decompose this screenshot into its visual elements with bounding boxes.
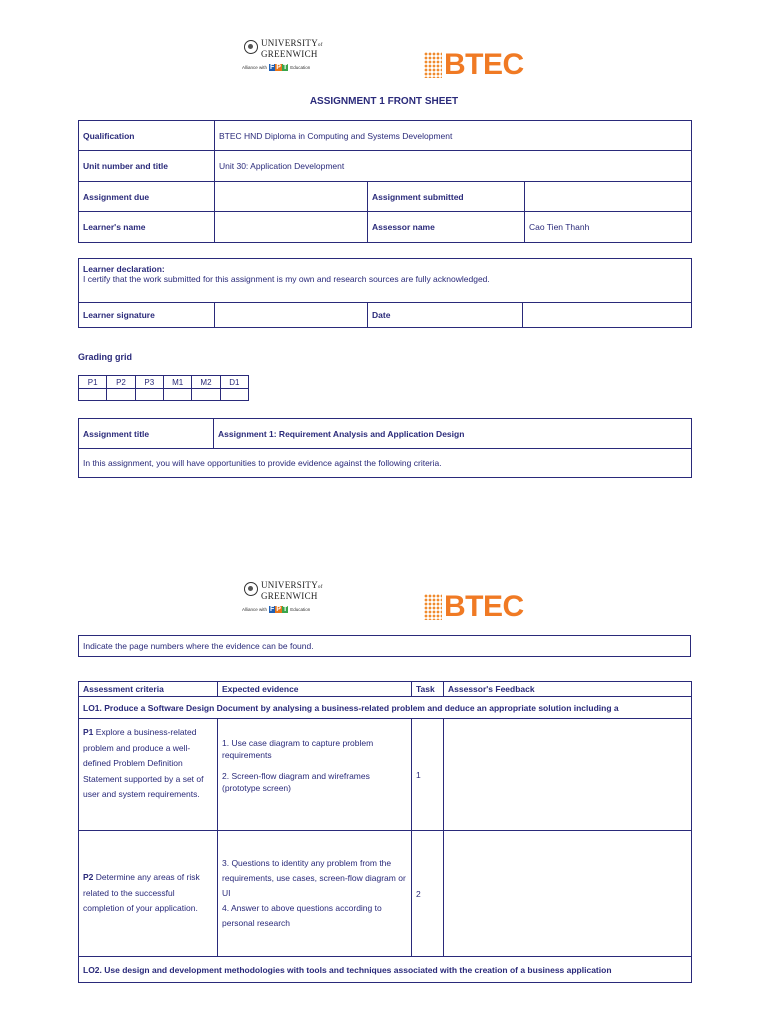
p1-evidence [218, 719, 412, 831]
learner-name-value[interactable] [215, 212, 368, 243]
fpt-p: P [276, 606, 281, 613]
fpt-f: F [270, 606, 275, 613]
page-title: ASSIGNMENT 1 FRONT SHEET [309, 96, 459, 107]
assessor-value: Cao Tien Thanh [525, 212, 692, 243]
header-criteria: Assessment criteria [79, 682, 218, 697]
p2-evidence-1: 3. Questions to identity any problem from the requirements, use cases, screen-flow diagram or UI [222, 858, 406, 898]
university-line2: GREENWICH [261, 49, 318, 59]
submitted-value[interactable] [525, 182, 692, 212]
p1-task: 1 [412, 719, 444, 831]
indicate-text: Indicate the page numbers where the evidence can be found. [79, 636, 691, 657]
p2-feedback[interactable] [444, 831, 692, 957]
lo2-row: LO2. Use design and development methodologies with tools and techniques associated with the creation of a business application [79, 957, 692, 983]
unit-label: Unit number and title [79, 151, 215, 182]
grade-p3: P3 [135, 376, 163, 389]
university-line1: UNIVERSITY [261, 580, 318, 590]
p2-code: P2 [83, 872, 94, 883]
btec-dots-icon [424, 52, 442, 78]
declaration-heading: Learner declaration: [83, 264, 165, 274]
grade-cell[interactable] [220, 389, 248, 401]
p2-task: 2 [412, 831, 444, 957]
qualification-label: Qualification [79, 121, 215, 151]
p1-text: Explore a business-related problem and produce a well-defined Problem Definition Statement supported by a set of user and system requirements. [83, 727, 204, 799]
fpt-t: T [282, 64, 288, 71]
p2-evidence-2: 4. Answer to above questions according to personal research [222, 903, 382, 928]
assignment-intro: In this assignment, you will have opportunities to provide evidence against the following criteria. [79, 449, 692, 478]
alliance-suffix: Education [290, 65, 311, 70]
assignment-title-label: Assignment title [79, 419, 214, 449]
fpt-logo [269, 64, 288, 71]
grade-p1: P1 [79, 376, 107, 389]
btec-logo [424, 48, 534, 84]
p1-feedback[interactable] [444, 719, 692, 831]
assessor-label: Assessor name [368, 212, 525, 243]
unit-value: Unit 30: Application Development [215, 151, 692, 182]
grade-m1: M1 [163, 376, 191, 389]
university-line1: UNIVERSITY [261, 38, 318, 48]
qualification-value: BTEC HND Diploma in Computing and Systems Development [215, 121, 692, 151]
header-evidence: Expected evidence [218, 682, 412, 697]
alliance-line [242, 64, 310, 71]
declaration-table [78, 258, 692, 328]
grading-grid [78, 375, 249, 401]
signature-value[interactable] [215, 303, 368, 328]
fpt-p: P [276, 64, 281, 71]
university-line2: GREENWICH [261, 591, 318, 601]
alliance-prefix: Alliance with [242, 607, 268, 612]
crest-icon [244, 40, 258, 54]
submitted-label: Assignment submitted [368, 182, 525, 212]
p2-text: Determine any areas of risk related to the successful completion of your application. [83, 872, 200, 914]
lo1-row: LO1. Produce a Software Design Document by analysing a business-related problem and deduce an appropriate solution including a [79, 697, 692, 719]
p1-evidence-1: 1. Use case diagram to capture problem requirements [222, 738, 374, 760]
date-value[interactable] [523, 303, 692, 328]
indicate-table [78, 635, 691, 657]
university-logo [240, 38, 350, 78]
grade-cell[interactable] [107, 389, 135, 401]
p1-evidence-2: 2. Screen-flow diagram and wireframes (prototype screen) [222, 771, 370, 793]
p1-code: P1 [83, 727, 94, 737]
header-feedback: Assessor's Feedback [444, 682, 692, 697]
p2-criteria [79, 831, 218, 957]
p1-criteria [79, 719, 218, 831]
front-sheet-table [78, 120, 692, 243]
btec-dots-icon [424, 594, 442, 620]
due-value[interactable] [215, 182, 368, 212]
university-of: of [318, 43, 323, 48]
grade-p2: P2 [107, 376, 135, 389]
date-label: Date [368, 303, 523, 328]
assignment-title-value: Assignment 1: Requirement Analysis and Application Design [214, 419, 692, 449]
crest-icon [244, 582, 258, 596]
signature-label: Learner signature [79, 303, 215, 328]
grade-cell[interactable] [79, 389, 107, 401]
declaration-cell [79, 259, 692, 303]
grade-m2: M2 [192, 376, 220, 389]
fpt-t: T [282, 606, 288, 613]
fpt-logo [269, 606, 288, 613]
p2-evidence [218, 831, 412, 957]
declaration-text: I certify that the work submitted for this assignment is my own and research sources are fully acknowledged. [83, 274, 490, 284]
due-label: Assignment due [79, 182, 215, 212]
grading-grid-label: Grading grid [78, 352, 132, 362]
grade-cell[interactable] [192, 389, 220, 401]
header-task: Task [412, 682, 444, 697]
btec-wordmark: BTEC [444, 48, 524, 81]
alliance-prefix: Alliance with [242, 65, 268, 70]
btec-wordmark: BTEC [444, 590, 524, 623]
university-logo-2 [240, 580, 350, 620]
fpt-f: F [270, 64, 275, 71]
grade-d1: D1 [220, 376, 248, 389]
alliance-line [242, 606, 310, 613]
university-of: of [318, 585, 323, 590]
learner-name-label: Learner's name [79, 212, 215, 243]
grade-cell[interactable] [163, 389, 191, 401]
criteria-table [78, 681, 692, 983]
grade-cell[interactable] [135, 389, 163, 401]
btec-logo-2 [424, 590, 534, 626]
assignment-table [78, 418, 692, 478]
alliance-suffix: Education [290, 607, 311, 612]
